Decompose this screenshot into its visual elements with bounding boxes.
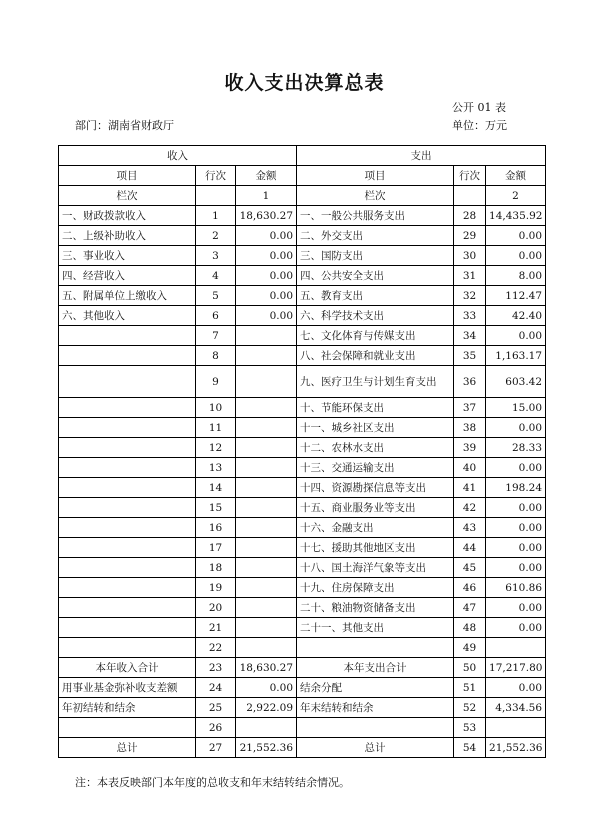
expense-amount-cell: 610.86: [486, 578, 546, 598]
income-rowno-cell: 25: [196, 698, 236, 718]
income-amount-cell: [236, 558, 297, 578]
income-rowno-cell: 15: [196, 498, 236, 518]
expense-item-cell: 四、公共安全支出: [297, 266, 454, 286]
expense-amount-cell: 112.47: [486, 286, 546, 306]
expense-rowno-header: 行次: [454, 166, 486, 186]
income-item-cell: [59, 458, 196, 478]
income-amount-cell: [236, 366, 297, 398]
income-rowno-cell: 2: [196, 226, 236, 246]
income-amount-cell: [236, 498, 297, 518]
income-amount-cell: [236, 578, 297, 598]
income-item-cell: [59, 538, 196, 558]
expense-item-header: 项目: [297, 166, 454, 186]
expense-rowno-cell: 47: [454, 598, 486, 618]
table-row: [59, 458, 546, 478]
expense-item-cell: 十六、金融支出: [297, 518, 454, 538]
income-amount-header: 金额: [236, 166, 297, 186]
income-column-label: 栏次: [59, 186, 196, 206]
income-item-cell: [59, 598, 196, 618]
income-item-cell: 一、财政拨款收入: [59, 206, 196, 226]
table-row: [59, 698, 546, 718]
expense-amount-cell: 0.00: [486, 326, 546, 346]
table-row: [59, 226, 546, 246]
income-rowno-cell: 14: [196, 478, 236, 498]
expense-item-cell: 二十一、其他支出: [297, 618, 454, 638]
expense-item-cell: 五、教育支出: [297, 286, 454, 306]
expense-rowno-cell: 44: [454, 538, 486, 558]
expense-rowno-cell: 34: [454, 326, 486, 346]
expense-rowno-cell: 41: [454, 478, 486, 498]
expense-item-cell: 六、科学技术支出: [297, 306, 454, 326]
table-row: [59, 618, 546, 638]
income-amount-cell: 0.00: [236, 246, 297, 266]
header-row-columns: [59, 166, 546, 186]
income-amount-cell: [236, 618, 297, 638]
expense-item-cell: 九、医疗卫生与计划生育支出: [297, 366, 454, 398]
expense-amount-cell: 42.40: [486, 306, 546, 326]
expense-item-cell: 十、节能环保支出: [297, 398, 454, 418]
income-rowno-cell: 26: [196, 718, 236, 738]
expense-rowno-cell: 39: [454, 438, 486, 458]
expense-amount-cell: 0.00: [486, 418, 546, 438]
empty-cell: [196, 186, 236, 206]
expense-amount-cell: 0.00: [486, 618, 546, 638]
expense-amount-cell: 0.00: [486, 226, 546, 246]
income-amount-cell: 0.00: [236, 286, 297, 306]
table-row: [59, 518, 546, 538]
table-row: [59, 738, 546, 758]
income-item-cell: 五、附属单位上缴收入: [59, 286, 196, 306]
expense-rowno-cell: 42: [454, 498, 486, 518]
income-item-cell: [59, 346, 196, 366]
income-section-header: 收入: [59, 146, 297, 166]
table-row: [59, 578, 546, 598]
table-row: [59, 638, 546, 658]
expense-amount-cell: 15.00: [486, 398, 546, 418]
income-rowno-cell: 16: [196, 518, 236, 538]
expense-rowno-cell: 32: [454, 286, 486, 306]
income-item-cell: [59, 398, 196, 418]
income-amount-cell: [236, 518, 297, 538]
table-row: [59, 366, 546, 398]
income-amount-cell: [236, 538, 297, 558]
income-amount-cell: [236, 458, 297, 478]
table-row: [59, 658, 546, 678]
income-rowno-cell: 3: [196, 246, 236, 266]
expense-rowno-cell: 46: [454, 578, 486, 598]
income-column-index: 1: [236, 186, 297, 206]
income-item-cell: [59, 366, 196, 398]
expense-rowno-cell: 30: [454, 246, 486, 266]
income-item-cell: 本年收入合计: [59, 658, 196, 678]
table-row: [59, 558, 546, 578]
income-rowno-cell: 7: [196, 326, 236, 346]
income-item-cell: 用事业基金弥补收支差额: [59, 678, 196, 698]
income-rowno-cell: 6: [196, 306, 236, 326]
income-amount-cell: [236, 326, 297, 346]
expense-amount-header: 金额: [486, 166, 546, 186]
income-item-cell: 三、事业收入: [59, 246, 196, 266]
income-amount-cell: 18,630.27: [236, 206, 297, 226]
income-item-cell: [59, 638, 196, 658]
table-body: [59, 206, 546, 758]
expense-column-label: 栏次: [297, 186, 454, 206]
expense-amount-cell: 603.42: [486, 366, 546, 398]
income-amount-cell: [236, 438, 297, 458]
table-row: [59, 306, 546, 326]
form-number: 公开 01 表: [452, 101, 506, 114]
unit-label: 单位：万元: [452, 119, 507, 132]
expense-amount-cell: [486, 638, 546, 658]
income-item-cell: [59, 418, 196, 438]
income-rowno-cell: 9: [196, 366, 236, 398]
expense-item-cell: 年末结转和结余: [297, 698, 454, 718]
expense-rowno-cell: 33: [454, 306, 486, 326]
income-rowno-cell: 8: [196, 346, 236, 366]
expense-item-cell: 三、国防支出: [297, 246, 454, 266]
income-amount-cell: [236, 638, 297, 658]
expense-amount-cell: 17,217.80: [486, 658, 546, 678]
income-amount-cell: [236, 418, 297, 438]
table-row: [59, 266, 546, 286]
expense-column-index: 2: [486, 186, 546, 206]
page-title: 收入支出决算总表: [224, 72, 385, 94]
table-row: [59, 206, 546, 226]
income-amount-cell: 0.00: [236, 306, 297, 326]
expense-amount-cell: 0.00: [486, 518, 546, 538]
income-rowno-cell: 22: [196, 638, 236, 658]
expense-amount-cell: 0.00: [486, 498, 546, 518]
expense-amount-cell: 198.24: [486, 478, 546, 498]
income-item-cell: [59, 618, 196, 638]
income-amount-cell: 18,630.27: [236, 658, 297, 678]
table-row: [59, 418, 546, 438]
expense-amount-cell: 0.00: [486, 598, 546, 618]
table-row: [59, 346, 546, 366]
expense-amount-cell: 4,334.56: [486, 698, 546, 718]
income-item-cell: 二、上级补助收入: [59, 226, 196, 246]
expense-amount-cell: 0.00: [486, 678, 546, 698]
expense-rowno-cell: 38: [454, 418, 486, 438]
income-amount-cell: 21,552.36: [236, 738, 297, 758]
expense-item-cell: 本年支出合计: [297, 658, 454, 678]
expense-rowno-cell: 49: [454, 638, 486, 658]
income-amount-cell: 0.00: [236, 678, 297, 698]
expense-amount-cell: 1,163.17: [486, 346, 546, 366]
income-item-cell: [59, 558, 196, 578]
expense-item-cell: 二、外交支出: [297, 226, 454, 246]
income-item-cell: [59, 438, 196, 458]
income-rowno-cell: 19: [196, 578, 236, 598]
income-rowno-header: 行次: [196, 166, 236, 186]
expense-amount-cell: 0.00: [486, 538, 546, 558]
income-item-cell: 六、其他收入: [59, 306, 196, 326]
income-item-header: 项目: [59, 166, 196, 186]
income-amount-cell: [236, 398, 297, 418]
expense-item-cell: 总计: [297, 738, 454, 758]
income-rowno-cell: 21: [196, 618, 236, 638]
expense-amount-cell: 14,435.92: [486, 206, 546, 226]
table-row: [59, 498, 546, 518]
budget-table: [58, 145, 546, 758]
income-item-cell: [59, 498, 196, 518]
expense-rowno-cell: 48: [454, 618, 486, 638]
table-row: [59, 478, 546, 498]
income-amount-cell: [236, 478, 297, 498]
table-row: [59, 438, 546, 458]
expense-rowno-cell: 40: [454, 458, 486, 478]
income-amount-cell: 2,922.09: [236, 698, 297, 718]
income-rowno-cell: 18: [196, 558, 236, 578]
expense-rowno-cell: 36: [454, 366, 486, 398]
expense-item-cell: 十九、住房保障支出: [297, 578, 454, 598]
table-row: [59, 718, 546, 738]
expense-amount-cell: 0.00: [486, 246, 546, 266]
expense-rowno-cell: 37: [454, 398, 486, 418]
expense-amount-cell: 21,552.36: [486, 738, 546, 758]
expense-item-cell: 一、一般公共服务支出: [297, 206, 454, 226]
table-row: [59, 326, 546, 346]
expense-item-cell: 十一、城乡社区支出: [297, 418, 454, 438]
income-rowno-cell: 23: [196, 658, 236, 678]
income-item-cell: [59, 326, 196, 346]
income-item-cell: [59, 718, 196, 738]
empty-cell: [454, 186, 486, 206]
income-rowno-cell: 24: [196, 678, 236, 698]
expense-item-cell: 十八、国土海洋气象等支出: [297, 558, 454, 578]
table-row: [59, 398, 546, 418]
header-row-column-index: [59, 186, 546, 206]
expense-item-cell: 十四、资源勘探信息等支出: [297, 478, 454, 498]
income-item-cell: 年初结转和结余: [59, 698, 196, 718]
footnote: 注：本表反映部门本年度的总收支和年末结转结余情况。: [75, 776, 350, 789]
expense-amount-cell: 0.00: [486, 458, 546, 478]
expense-item-cell: [297, 718, 454, 738]
income-item-cell: 总计: [59, 738, 196, 758]
income-amount-cell: 0.00: [236, 266, 297, 286]
income-rowno-cell: 10: [196, 398, 236, 418]
income-rowno-cell: 11: [196, 418, 236, 438]
expense-item-cell: 十七、援助其他地区支出: [297, 538, 454, 558]
table-row: [59, 246, 546, 266]
income-amount-cell: [236, 598, 297, 618]
expense-amount-cell: 0.00: [486, 558, 546, 578]
income-item-cell: [59, 478, 196, 498]
income-rowno-cell: 20: [196, 598, 236, 618]
expense-rowno-cell: 52: [454, 698, 486, 718]
income-amount-cell: [236, 718, 297, 738]
expense-section-header: 支出: [297, 146, 546, 166]
header-row-sections: [59, 146, 546, 166]
income-rowno-cell: 5: [196, 286, 236, 306]
income-item-cell: [59, 518, 196, 538]
expense-item-cell: 结余分配: [297, 678, 454, 698]
expense-item-cell: 十五、商业服务业等支出: [297, 498, 454, 518]
income-rowno-cell: 17: [196, 538, 236, 558]
income-rowno-cell: 1: [196, 206, 236, 226]
income-item-cell: [59, 578, 196, 598]
expense-rowno-cell: 29: [454, 226, 486, 246]
expense-amount-cell: 28.33: [486, 438, 546, 458]
table-row: [59, 538, 546, 558]
expense-rowno-cell: 31: [454, 266, 486, 286]
income-amount-cell: [236, 346, 297, 366]
table-row: [59, 678, 546, 698]
expense-rowno-cell: 50: [454, 658, 486, 678]
expense-item-cell: [297, 638, 454, 658]
expense-item-cell: 十三、交通运输支出: [297, 458, 454, 478]
income-rowno-cell: 4: [196, 266, 236, 286]
expense-rowno-cell: 43: [454, 518, 486, 538]
income-rowno-cell: 13: [196, 458, 236, 478]
expense-rowno-cell: 54: [454, 738, 486, 758]
expense-rowno-cell: 53: [454, 718, 486, 738]
income-rowno-cell: 27: [196, 738, 236, 758]
expense-rowno-cell: 35: [454, 346, 486, 366]
expense-item-cell: 七、文化体育与传媒支出: [297, 326, 454, 346]
expense-item-cell: 二十、粮油物资储备支出: [297, 598, 454, 618]
expense-item-cell: 八、社会保障和就业支出: [297, 346, 454, 366]
table-row: [59, 598, 546, 618]
expense-rowno-cell: 45: [454, 558, 486, 578]
expense-rowno-cell: 51: [454, 678, 486, 698]
income-amount-cell: 0.00: [236, 226, 297, 246]
expense-item-cell: 十二、农林水支出: [297, 438, 454, 458]
expense-amount-cell: 8.00: [486, 266, 546, 286]
expense-amount-cell: [486, 718, 546, 738]
income-item-cell: 四、经营收入: [59, 266, 196, 286]
expense-rowno-cell: 28: [454, 206, 486, 226]
table-row: [59, 286, 546, 306]
income-rowno-cell: 12: [196, 438, 236, 458]
department-label: 部门：湖南省财政厅: [75, 119, 174, 132]
